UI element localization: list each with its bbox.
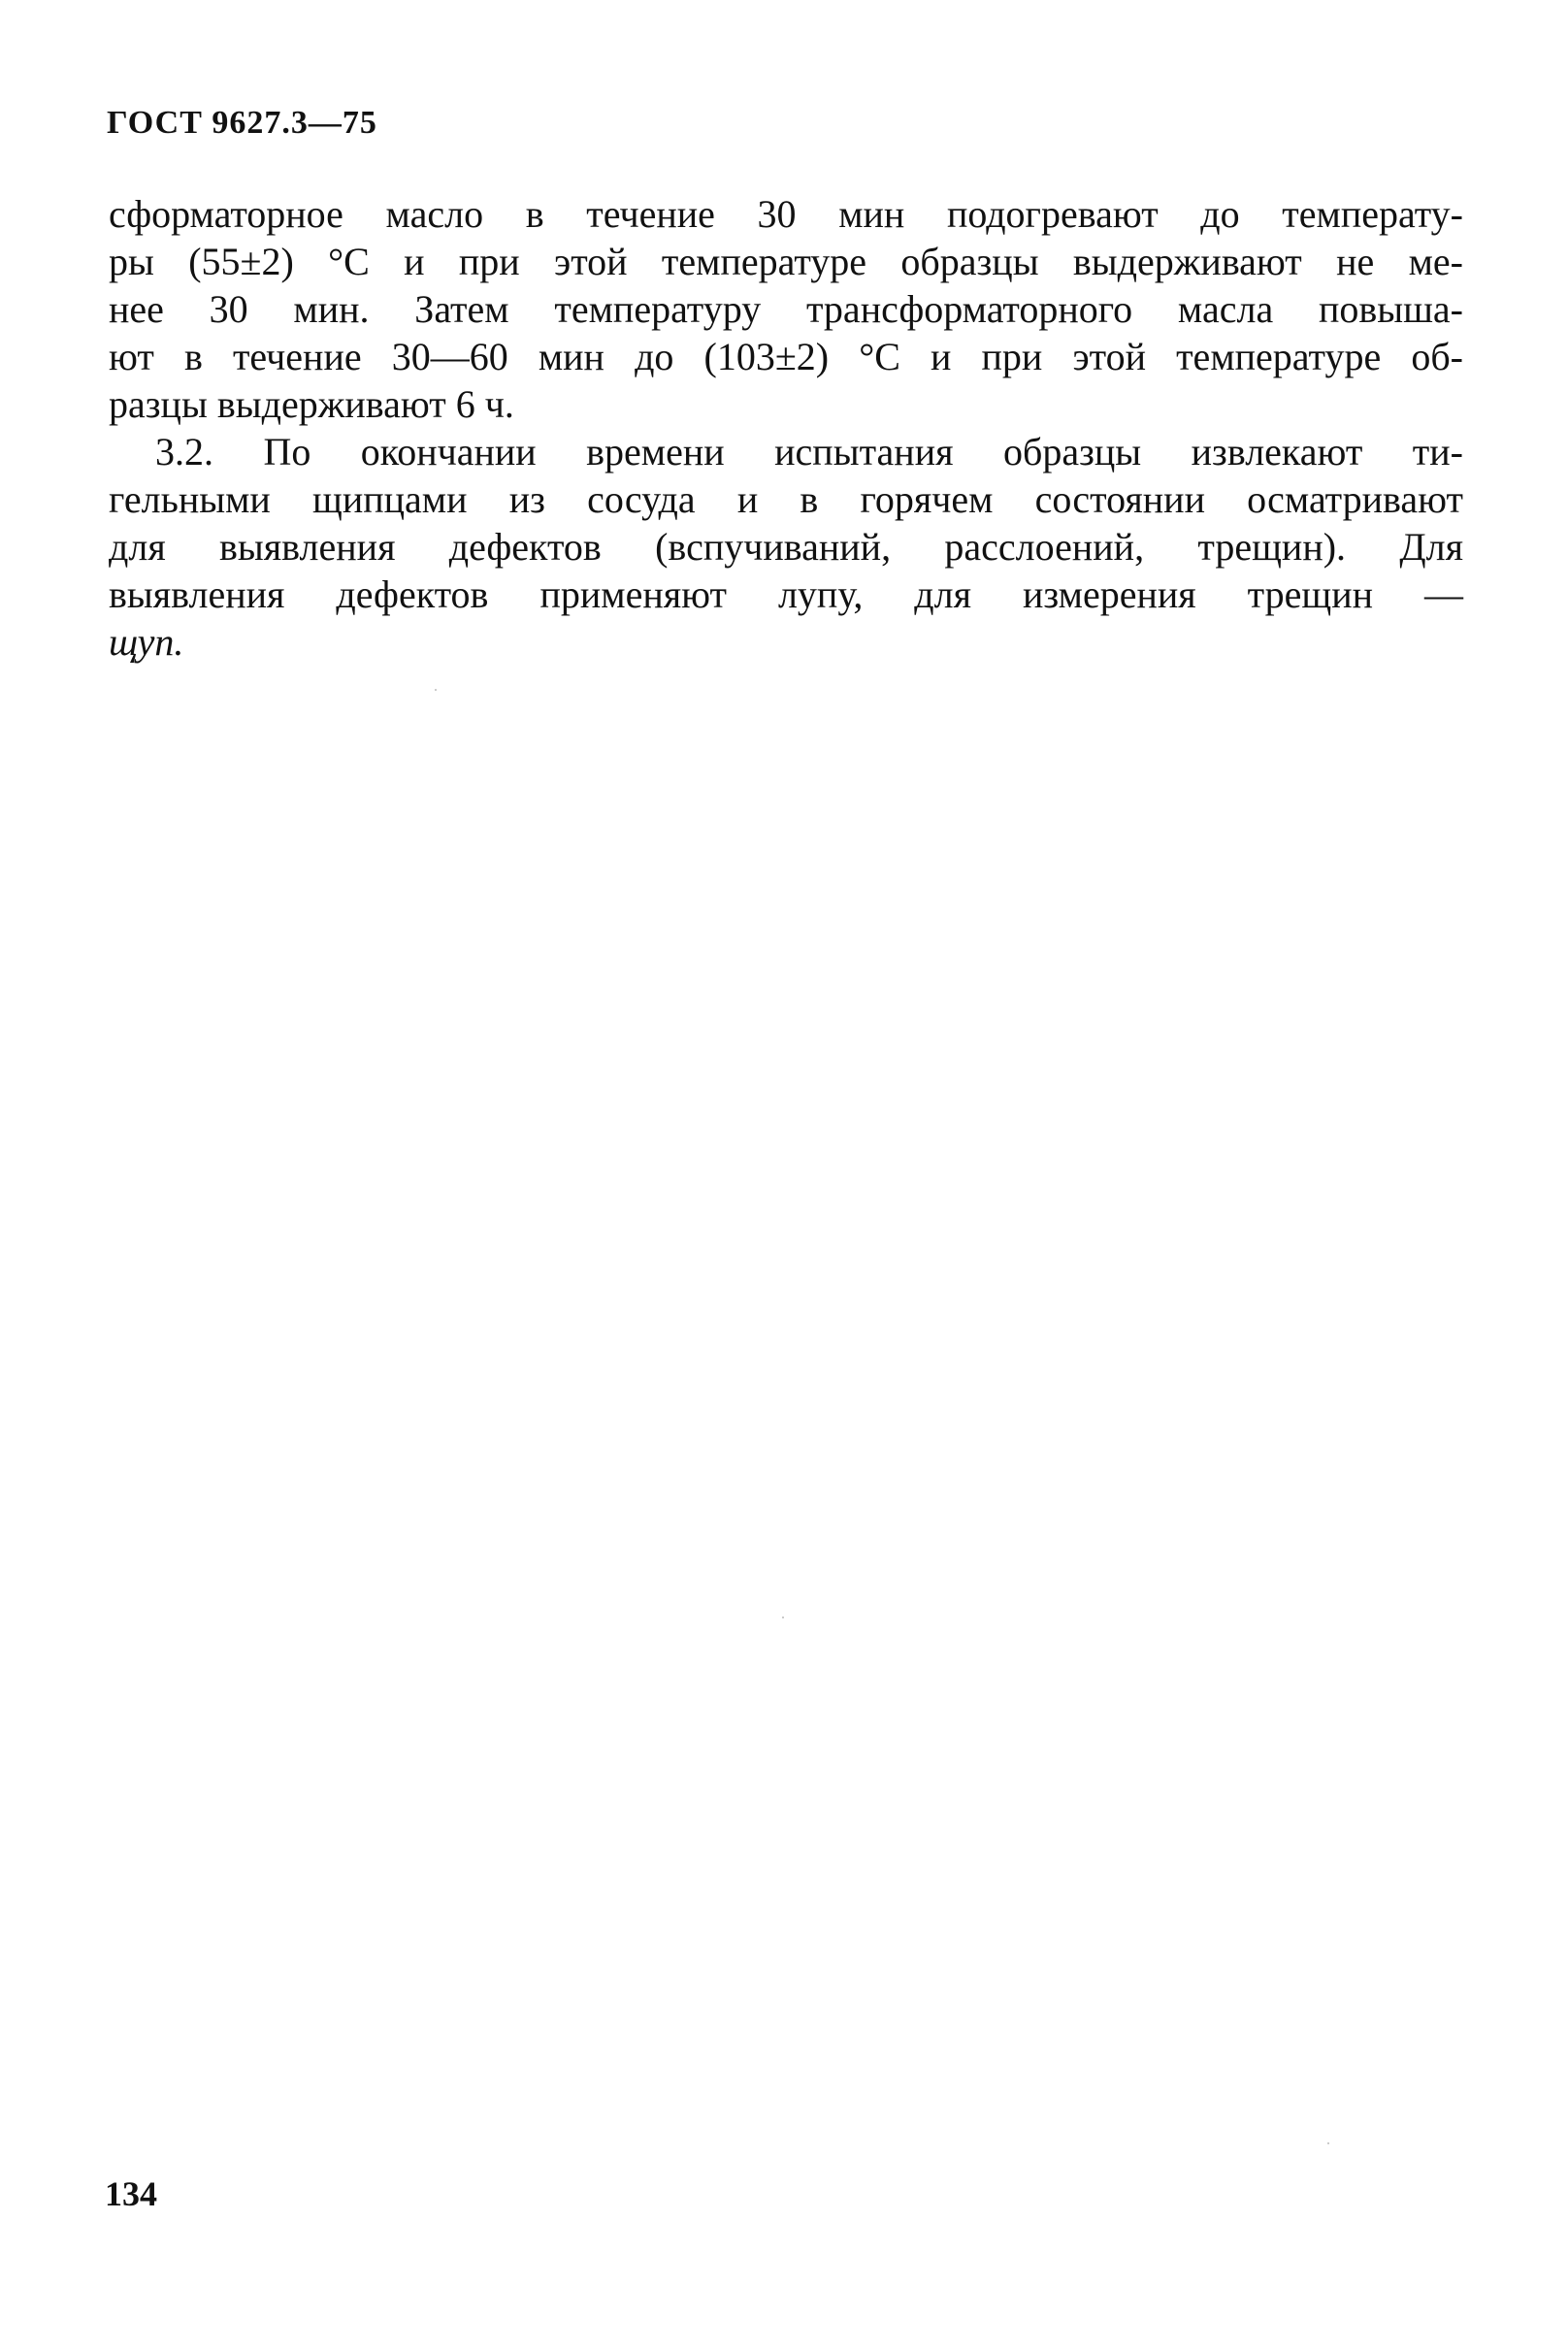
text-line: разцы выдерживают 6 ч. <box>109 382 514 426</box>
scan-speck <box>782 1616 784 1618</box>
text-line: для выявления дефектов (вспучиваний, расслоений, трещин). Для <box>109 525 1463 569</box>
text-line: выявления дефектов применяют лупу, для измерения трещин — <box>109 572 1463 616</box>
paragraph-1 <box>109 190 1463 428</box>
document-body <box>109 190 1463 666</box>
document-header: ГОСТ 9627.3—75 <box>107 105 377 141</box>
text-line: ют в течение 30—60 мин до (103±2) °С и при этой температуре об- <box>109 335 1463 378</box>
text-line: ры (55±2) °С и при этой температуре образцы выдерживают не ме- <box>109 240 1463 283</box>
scan-speck <box>435 689 437 691</box>
text-line: гельными щипцами из сосуда и в горячем состоянии осматривают <box>109 477 1463 521</box>
text-line: щуп. <box>109 620 184 664</box>
text-line: 3.2. По окончании времени испытания образцы извлекают ти- <box>155 430 1463 473</box>
scan-speck <box>1327 2142 1329 2144</box>
text-line: нее 30 мин. Затем температуру трансформаторного масла повыша- <box>109 287 1463 331</box>
paragraph-2 <box>109 428 1463 666</box>
page-number: 134 <box>105 2174 157 2213</box>
text-line: сформаторное масло в течение 30 мин подогревают до температу- <box>109 192 1463 236</box>
